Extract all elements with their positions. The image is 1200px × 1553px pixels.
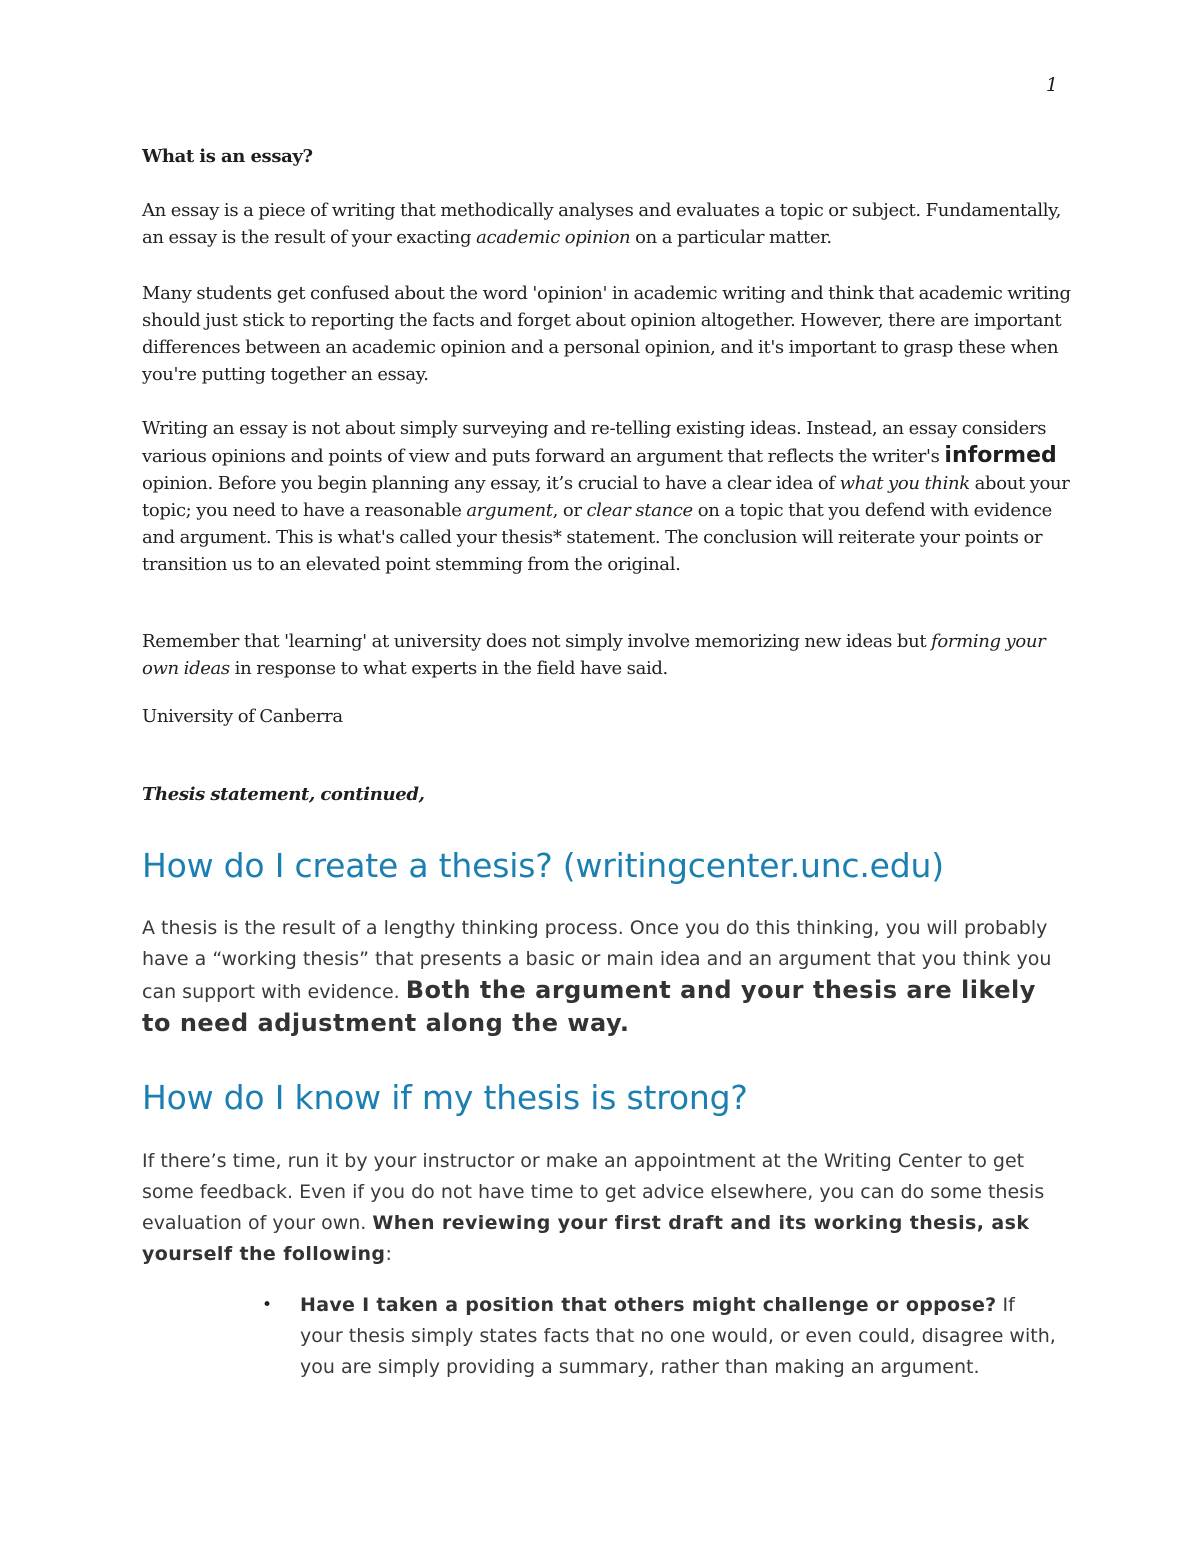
- continued-label: [142, 781, 1072, 808]
- text-run: A thesis is the result of a lengthy thinking process. Once you do this thinking, you will probably have a “working thesis” that presents a basic or main idea and an argument that you think you can support with evidence.: [142, 917, 1052, 1003]
- paragraph-text: Many students get confused about the word 'opinion' in academic writing and think that academic writing should just stick to reporting the facts and forget about opinion altogether. However, there are important differences between an academic opinion and a personal opinion, and it's important to grasp these when you're putting together an essay.: [142, 283, 1071, 385]
- thesis-question-list: [262, 1290, 1062, 1383]
- essay-paragraph-2: [142, 280, 1072, 388]
- essay-paragraph-1: [142, 197, 1072, 251]
- essay-paragraph-3: [142, 415, 1072, 578]
- section-heading-create-thesis: How do I create a thesis? (writingcenter.unc.edu): [142, 846, 944, 885]
- text-run: on a topic that you defend with evidence and argument. This is what's called your thesis* statement. The conclusion will reiterate your points or transition us to an elevated point stemming from the original.: [142, 500, 1052, 575]
- list-item-text: If your thesis simply states facts that no one would, or even could, disagree with, you are simply providing a summary, rather than making an argument.: [300, 1294, 1056, 1378]
- text-run: in response to what experts in the field have said.: [229, 658, 668, 679]
- text-run: Remember that 'learning' at university does not simply involve memorizing new ideas but: [142, 631, 932, 652]
- source-credit: [142, 703, 1072, 730]
- list-item-question: Have I taken a position that others might challenge or oppose?: [300, 1294, 997, 1316]
- emphasis-clear-stance: clear stance: [586, 500, 693, 521]
- text-run: Writing an essay is not about simply surveying and re-telling existing ideas. Instead, an essay considers various opinions and points of view and puts forward an argument that reflects the writer's: [142, 418, 1047, 467]
- page-number: 1: [1045, 74, 1058, 96]
- section-paragraph-strong-thesis: [142, 1146, 1072, 1270]
- essay-intro: [142, 143, 1072, 170]
- text-run: opinion. Before you begin planning any essay, it’s crucial to have a clear idea of: [142, 473, 840, 494]
- emphasis-adjustment: Both the argument and your thesis are likely to need adjustment along the way.: [142, 976, 1036, 1037]
- emphasis-academic-opinion: academic opinion: [476, 227, 631, 248]
- source-text: University of Canberra: [142, 706, 343, 727]
- text-run: An essay is a piece of writing that methodically analyses and evaluates a topic or subject. Fundamentally, an essay is the result of your exacting: [142, 200, 1061, 248]
- emphasis-informed: informed: [944, 443, 1057, 468]
- emphasis-reviewing: When reviewing your first draft and its working thesis, ask yourself the following: [142, 1212, 1030, 1265]
- list-item: [262, 1290, 1062, 1383]
- text-run: , or: [552, 500, 587, 521]
- bullet-icon: •: [262, 1295, 273, 1315]
- text-run: about your topic; you need to have a reasonable: [142, 473, 1070, 521]
- essay-title: What is an essay?: [142, 146, 313, 167]
- continued-text: Thesis statement, continued,: [142, 784, 425, 805]
- section-heading-strong-thesis: How do I know if my thesis is strong?: [142, 1078, 748, 1117]
- emphasis-forming-ideas: forming your own ideas: [142, 631, 1046, 679]
- essay-paragraph-4: [142, 628, 1072, 682]
- emphasis-argument: argument: [466, 500, 553, 521]
- section-paragraph-create-thesis: [142, 913, 1072, 1041]
- text-run: :: [385, 1243, 392, 1265]
- text-run: If there’s time, run it by your instructor or make an appointment at the Writing Center to get some feedback. Even if you do not have time to get advice elsewhere, you can do some thesis evaluation of your own.: [142, 1150, 1045, 1234]
- emphasis-what-you-think: what you think: [839, 473, 970, 494]
- text-run: on a particular matter.: [630, 227, 832, 248]
